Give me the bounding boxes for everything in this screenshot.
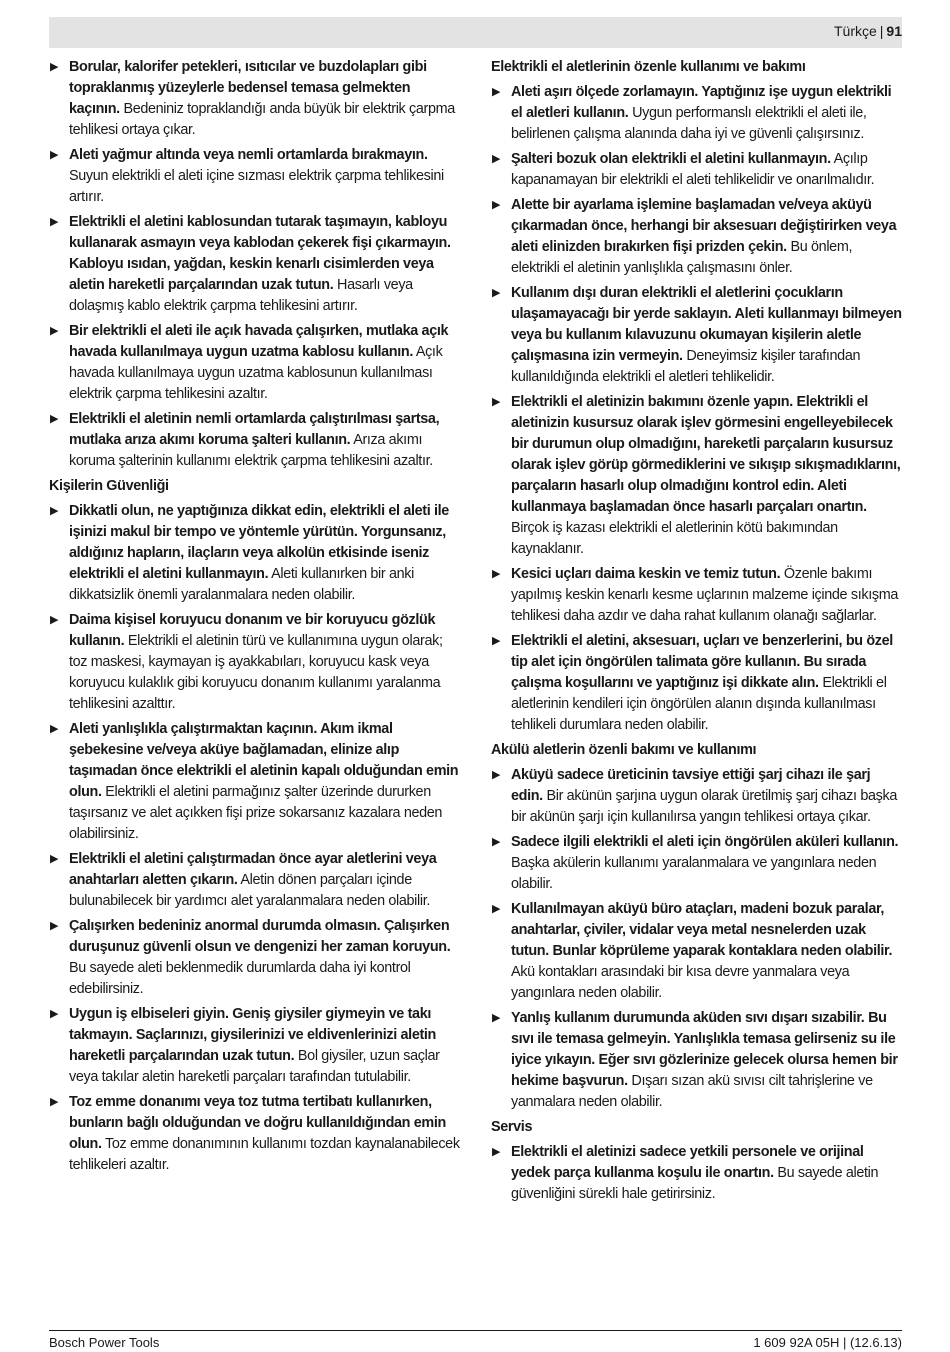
header-language: Türkçe [833,23,877,39]
item-body-text: Özenle bakımı yapılmış keskin kenarlı kesme uçlarının malzeme içinde sıkışma tehlikesi daha azdır ve daha rahat kullanım olanağı sağlarlar. [511,566,898,624]
item-body-text: Bedeniniz topraklandığı anda büyük bir elektrik çarpma tehlikesi ortaya çıkar. [69,101,455,138]
page-header [834,22,902,40]
list-e [491,1142,902,1205]
item-body-text: Hasarlı veya dolaşmış kablo elektrik çarpma tehlikesini artırır. [69,277,413,314]
bullet-arrow-icon: ▶ [492,287,501,299]
item-bold-text: Kullanılmayan aküyü büro ataçları, madeni bozuk paralar, anahtarlar, çiviler, vidalar veya metal nesnelerden uzak tutun. Bunlar köprüleme yaparak kontaklara neden olabilir. [511,901,893,959]
section-heading: Elektrikli el aletlerinin özenle kullanımı ve bakımı [491,59,806,75]
item-bold-text: Elektrikli el aletini, aksesuarı, uçları ve benzerlerini, bu özel tip alet için öngörülen talimata göre kullanın. Bu sırada çalışma koşullarını ve yaptığınız işi dikkate alın. [511,633,893,691]
bullet-arrow-icon: ▶ [492,769,501,781]
bullet-arrow-icon: ▶ [492,199,501,211]
bullet-arrow-icon: ▶ [50,920,59,932]
bullet-arrow-icon: ▶ [50,413,59,425]
bullet-arrow-icon: ▶ [492,1012,501,1024]
item-bold-text: Çalışırken bedeniniz anormal durumda olmasın. Çalışırken duruşunuz güvenli olsun ve dengenizi her zaman koruyun. [69,918,451,955]
section-heading: Akülü aletlerin özenli bakımı ve kullanımı [491,742,757,758]
item-body-text: Birçok iş kazası elektrikli el aletlerinin kötü bakımından kaynaklanır. [511,520,838,557]
item-body-text: Elektrikli el aletini parmağınız şalter üzerinde dururken taşırsanız ve alet açıkken fişi prize sokarsanız kazalara neden olabilirsiniz. [69,784,443,842]
bullet-arrow-icon: ▶ [492,836,501,848]
list-c [491,82,902,736]
list-item [491,899,902,1004]
bullet-arrow-icon: ▶ [492,396,501,408]
item-body-text: Bu sayede aletin güvenliğini sürekli hale getirirsiniz. [511,1165,879,1202]
item-bold-text: Borular, kalorifer petekleri, ısıtıcılar ve buzdolapları gibi topraklanmış yüzeylerle bedensel temasa gelmekten kaçının. [69,59,427,117]
item-body-text: Açılıp kapanamayan bir elektrikli el aleti tehlikelidir ve onarılmalıdır. [511,151,875,188]
bullet-arrow-icon: ▶ [492,568,501,580]
item-body-text: Elektrikli el aletinin türü ve kullanımına uygun olarak; toz maskesi, kaymayan iş ayakkabıları, koruyucu kask veya koruyucu kulaklık gibi koruyucu donanım kullanımı yaralanma tehlikesini azalttır. [69,633,443,712]
right-column [491,57,902,1209]
list-item [49,1004,461,1088]
bullet-arrow-icon: ▶ [50,61,59,73]
bullet-arrow-icon: ▶ [492,1146,501,1158]
header-bar [49,17,902,48]
item-body-text: Elektrikli el aletlerinin kendileri için öngörülen alanın dışında kullanılması tehlikeli durumlara neden olabilir. [511,675,887,733]
bullet-arrow-icon: ▶ [50,325,59,337]
list-item [49,849,461,912]
item-body-text: Aleti kullanırken bir anki dikkatsizlik önemli yaralanmalara neden olabilir. [69,566,414,603]
bullet-arrow-icon: ▶ [50,149,59,161]
list-item [491,195,902,279]
item-bold-text: Kullanım dışı duran elektrikli el aletlerini çocukların ulaşamayacağı bir yerde saklayın. Aleti kullanmayı bilmeyen veya bu kullanım kılavuzunu okumayan kişilerin aletle çalışmasına izin vermeyin. [511,285,902,364]
list-item [491,82,902,145]
item-body-text: Deneyimsiz kişiler tarafından kullanıldığında elektrikli el aletleri tehlikelidir. [511,348,861,385]
section-heading: Servis [491,1119,533,1135]
bullet-arrow-icon: ▶ [50,723,59,735]
item-bold-text: Elektrikli el aletinizin bakımını özenle yapın. Elektrikli el aletinizin kusursuz olarak işlev görmesini engelleyebilecek bir durumun olup olmadığını, hareketli parçaların kusursuz olarak işlev görüp görmediklerini ve sıkışıp sıkışmadıklarını, parçaların hasarlı olup olmadığını kontrol edin. Aleti kullanmaya başlamadan önce hasarlı parçaları onartın. [511,394,901,515]
item-body-text: Suyun elektrikli el aleti içine sızması elektrik çarpma tehlikesini artırır. [69,168,444,205]
list-item [49,321,461,405]
item-bold-text: Uygun iş elbiseleri giyin. Geniş giysiler giymeyin ve takı takmayın. Saçlarınızı, giysilerinizi ve eldivenlerinizi aletin hareketli parçalarından uzak tutun. [69,1006,437,1064]
item-bold-text: Daima kişisel koruyucu donanım ve bir koruyucu gözlük kullanın. [69,612,436,649]
item-bold-text: Aleti yağmur altında veya nemli ortamlarda bırakmayın. [69,147,428,163]
list-item [491,631,902,736]
list-b [49,501,461,1176]
item-body-text: Bu sayede aleti beklenmedik durumlarda daha iyi kontrol edebilirsiniz. [69,960,411,997]
item-bold-text: Kesici uçları daima keskin ve temiz tutun. [511,566,781,582]
left-column [49,57,461,1180]
list-item [49,610,461,715]
list-d [491,765,902,1113]
list-item [49,409,461,472]
footer-divider [49,1330,902,1331]
list-item [491,765,902,828]
list-item [491,1008,902,1113]
item-bold-text: Elektrikli el aletinizi sadece yetkili personele ve orijinal yedek parça kullanma koşulu ile onartın. [511,1144,864,1181]
bullet-arrow-icon: ▶ [492,635,501,647]
bullet-arrow-icon: ▶ [50,853,59,865]
bullet-arrow-icon: ▶ [50,1096,59,1108]
page-number: 91 [886,23,902,39]
list-item [49,719,461,845]
list-item [491,832,902,895]
item-body-text: Akü kontakları arasındaki bir kısa devre yanmalara veya yangınlara neden olabilir. [511,964,850,1001]
bullet-arrow-icon: ▶ [492,86,501,98]
list-item [49,212,461,317]
item-bold-text: Elektrikli el aletinin nemli ortamlarda çalıştırılması şartsa, mutlaka arıza akımı koruma şalteri kullanın. [69,411,440,448]
list-item [49,1092,461,1176]
list-item [49,57,461,141]
item-body-text: Açık havada kullanılmaya uygun uzatma kablosunun kullanılması elektrik çarpma tehlikesini azaltır. [69,344,443,402]
bullet-arrow-icon: ▶ [50,505,59,517]
bullet-arrow-icon: ▶ [50,216,59,228]
item-body-text: Toz emme donanımının kullanımı tozdan kaynalanabilecek tehlikeleri azaltır. [69,1136,460,1173]
list-item [491,149,902,191]
item-body-text: Bol giysiler, uzun saçlar veya takılar aletin hareketli parçaları tarafından tutulabilir. [69,1048,440,1085]
list-item [491,392,902,560]
footer-brand: Bosch Power Tools [49,1335,160,1350]
item-bold-text: Bir elektrikli el aleti ile açık havada çalışırken, mutlaka açık havada kullanılmaya uygun uzatma kablosu kullanın. [69,323,449,360]
item-bold-text: Dikkatli olun, ne yaptığınıza dikkat edin, elektrikli el aleti ile işinizi makul bir tempo ve yöntemle yürütün. Yorgunsanız, aldığınız hapların, ilaçların veya alkolün etkisinde iseniz elektrikli el aletini kullanmayın. [69,503,449,582]
item-body-text: Uygun performanslı elektrikli el aleti ile, belirlenen çalışma alanında daha iyi ve güvenli çalışırsınız. [511,105,867,142]
item-body-text: Arıza akımı koruma şalterinin kullanımı elektrik çarpma tehlikesini azaltır. [69,432,433,469]
item-body-text: Bir akünün şarjına uygun olarak üretilmiş şarj cihazı başka bir akünün şarjı için kullanılırsa yangın tehlikesi ortaya çıkar. [511,788,897,825]
list-item [491,283,902,388]
item-body-text: Aletin dönen parçaları içinde bulunabilecek bir yardımcı alet yaralanmalara neden olabilir. [69,872,431,909]
item-bold-text: Yanlış kullanım durumunda aküden sıvı dışarı sızabilir. Bu sıvı ile temasa gelmeyin. Yanlışlıkla temasa gelirseniz su ile iyice yıkayın. Eğer sıvı gözlerinize gelecek olursa hemen bir hekime başvurun. [511,1010,898,1089]
item-body-text: Bu önlem, elektrikli el aletinin yanlışlıkla çalışmasını önler. [511,239,853,276]
header-separator: | [879,23,884,39]
item-bold-text: Alette bir ayarlama işlemine başlamadan ve/veya aküyü çıkarmadan önce, herhangi bir aksesuarı değiştirirken veya aleti elinizden bırakırken fişi prizden çekin. [511,197,897,255]
footer-doc-number: 1 609 92A 05H | (12.6.13) [753,1335,902,1350]
item-bold-text: Aleti aşırı ölçede zorlamayın. Yaptığınız işe uygun elektrikli el aletleri kullanın. [511,84,892,121]
item-bold-text: Elektrikli el aletini çalıştırmadan önce ayar aletlerini veya anahtarları aletten çıkarın. [69,851,437,888]
item-bold-text: Sadece ilgili elektrikli el aleti için öngörülen aküleri kullanın. [511,834,899,850]
item-body-text: Dışarı sızan akü sıvısı cilt tahrişlerine ve yanmalara neden olabilir. [511,1073,873,1110]
item-bold-text: Aküyü sadece üreticinin tavsiye ettiği şarj cihazı ile şarj edin. [511,767,871,804]
item-body-text: Başka akülerin kullanımı yaralanmalara ve yangınlara neden olabilir. [511,855,877,892]
item-bold-text: Elektrikli el aletini kablosundan tutarak taşımayın, kabloyu kullanarak asmayın veya kablodan çekerek fişi çıkarmayın. Kabloyu ısıdan, yağdan, keskin kenarlı cisimlerden veya aletin hareketli parçalarından uzak tutun. [69,214,451,293]
list-item [49,145,461,208]
list-item [491,564,902,627]
list-a [49,57,461,472]
bullet-arrow-icon: ▶ [50,1008,59,1020]
list-item [49,501,461,606]
bullet-arrow-icon: ▶ [492,903,501,915]
item-bold-text: Aleti yanlışlıkla çalıştırmaktan kaçının. Akım ikmal şebekesine ve/veya aküye bağlamadan, elinize alıp taşımadan önce elektrikli el aletinin kapalı olduğundan emin olun. [69,721,459,800]
list-item [49,916,461,1000]
list-item [491,1142,902,1205]
section-heading: Kişilerin Güvenliği [49,478,169,494]
item-bold-text: Şalteri bozuk olan elektrikli el aletini kullanmayın. [511,151,831,167]
bullet-arrow-icon: ▶ [492,153,501,165]
item-bold-text: Toz emme donanımı veya toz tutma tertibatı kullanırken, bunların bağlı olduğundan ve doğru kullanıldığından emin olun. [69,1094,446,1152]
bullet-arrow-icon: ▶ [50,614,59,626]
